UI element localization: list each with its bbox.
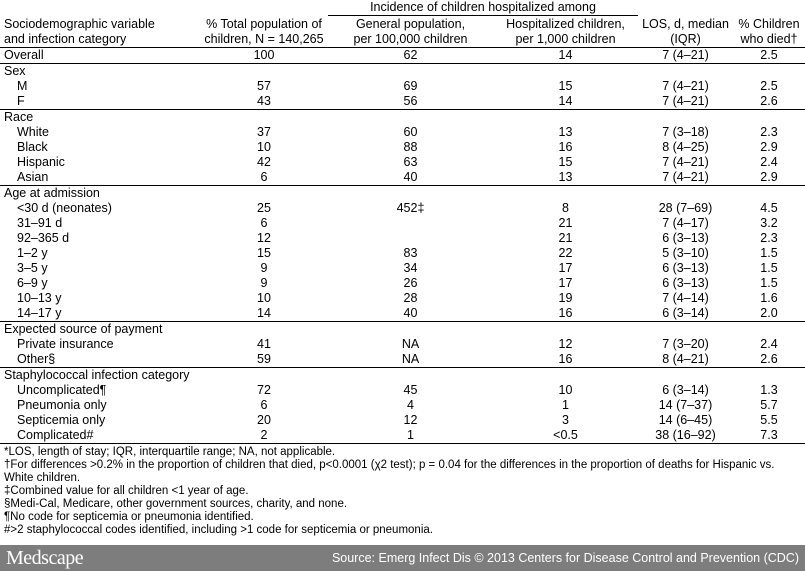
row-general bbox=[328, 216, 493, 231]
row-los: 5 (3–10) bbox=[662, 246, 709, 260]
table-row bbox=[0, 140, 805, 155]
row-los: 14 (7–37) bbox=[658, 398, 713, 412]
row-died: 2.5 bbox=[760, 79, 778, 93]
row-general: NA bbox=[401, 337, 420, 351]
row-general: 26 bbox=[403, 276, 418, 290]
header-general-population bbox=[328, 16, 493, 48]
row-hospitalized: 16 bbox=[558, 352, 573, 366]
footer-bar bbox=[0, 545, 805, 571]
table-row bbox=[0, 261, 805, 276]
footnote: *LOS, length of stay; IQR, interquartile range; NA, not applicable. bbox=[4, 446, 336, 458]
table-row bbox=[0, 291, 805, 306]
table-footnotes bbox=[0, 444, 805, 537]
header-total-line2: children, N = 140,265 bbox=[204, 32, 324, 46]
overall-general: 62 bbox=[328, 48, 493, 64]
row-died: 2.4 bbox=[760, 337, 778, 351]
row-label: 31–91 d bbox=[17, 216, 63, 230]
overall-hospitalized: 14 bbox=[493, 48, 638, 64]
row-los: 7 (4–17) bbox=[662, 216, 709, 230]
row-hospitalized: 16 bbox=[558, 140, 573, 154]
row-label: Black bbox=[17, 140, 48, 154]
row-died: 7.3 bbox=[733, 428, 805, 444]
row-hospitalized: 21 bbox=[558, 216, 573, 230]
row-label: 92–365 d bbox=[17, 231, 70, 245]
table-row bbox=[0, 79, 805, 94]
row-total: 9 bbox=[260, 261, 268, 275]
header-variable-line1: Sociodemographic variable bbox=[4, 17, 155, 31]
row-los: 28 (7–69) bbox=[658, 201, 713, 215]
row-los: 38 (16–92) bbox=[638, 428, 733, 444]
row-los: 7 (3–18) bbox=[662, 125, 709, 139]
row-hospitalized: 14 bbox=[558, 94, 573, 108]
header-total-line1: % Total population of bbox=[206, 17, 322, 31]
header-variable-line2: and infection category bbox=[4, 32, 127, 46]
row-label: Uncomplicated¶ bbox=[17, 383, 107, 397]
header-variable bbox=[0, 0, 200, 48]
header-los-line2: (IQR) bbox=[670, 32, 701, 46]
section-header bbox=[0, 368, 805, 384]
row-label: Other§ bbox=[17, 352, 56, 366]
row-died: 1.6 bbox=[760, 291, 778, 305]
header-hosp-line1: Hospitalized children, bbox=[506, 17, 625, 31]
row-general: 69 bbox=[403, 79, 418, 93]
row-hospitalized: 17 bbox=[558, 261, 573, 275]
row-total: 12 bbox=[257, 231, 271, 245]
section-title: Age at admission bbox=[0, 186, 805, 202]
row-los: 6 (3–13) bbox=[662, 276, 709, 290]
row-hospitalized: 19 bbox=[558, 291, 573, 305]
header-los bbox=[638, 0, 733, 48]
row-total: 10 bbox=[257, 291, 271, 305]
header-died-line2: who died† bbox=[740, 32, 798, 46]
row-hospitalized: 13 bbox=[558, 170, 573, 184]
row-general: 4 bbox=[407, 398, 414, 412]
header-died-line1: % Children bbox=[738, 17, 800, 31]
row-label: M bbox=[17, 79, 28, 93]
row-general: 40 bbox=[403, 306, 418, 320]
row-label: Pneumonia only bbox=[17, 398, 107, 412]
row-general: 1 bbox=[328, 428, 493, 444]
row-died: 1.5 bbox=[760, 261, 778, 275]
row-hospitalized: 8 bbox=[562, 201, 569, 215]
row-general bbox=[328, 231, 493, 246]
row-label: 1–2 y bbox=[17, 246, 48, 260]
row-los: 7 (4–21) bbox=[662, 170, 709, 184]
header-incidence-span: Incidence of children hospitalized among bbox=[328, 0, 638, 16]
row-total: 15 bbox=[257, 246, 271, 260]
table-row bbox=[0, 276, 805, 291]
row-total: 41 bbox=[257, 337, 271, 351]
row-los: 6 (3–14) bbox=[662, 306, 709, 320]
row-hospitalized: 15 bbox=[558, 79, 573, 93]
row-died: 2.3 bbox=[760, 231, 778, 245]
row-label: 14–17 y bbox=[17, 306, 62, 320]
row-general: 83 bbox=[403, 246, 418, 260]
section-header bbox=[0, 186, 805, 202]
row-total: 6 bbox=[260, 398, 268, 412]
row-los: 8 (4–25) bbox=[662, 140, 709, 154]
header-general-line2: per 100,000 children bbox=[353, 32, 468, 46]
row-los: 8 (4–21) bbox=[662, 352, 709, 366]
row-general: 34 bbox=[403, 261, 418, 275]
row-died: 2.9 bbox=[760, 140, 778, 154]
row-los: 6 (3–13) bbox=[662, 261, 709, 275]
header-total-population bbox=[200, 0, 328, 48]
row-hospitalized: 15 bbox=[558, 155, 573, 169]
row-label: 6–9 y bbox=[17, 276, 48, 290]
source-credit: Source: Emerg Infect Dis © 2013 Centers for Disease Control and Prevention (CDC) bbox=[331, 551, 799, 565]
row-total: 37 bbox=[257, 125, 271, 139]
row-label: F bbox=[17, 94, 25, 108]
row-total: 6 bbox=[260, 170, 268, 184]
row-los: 7 (4–21) bbox=[662, 94, 709, 108]
row-died: 2.4 bbox=[760, 155, 778, 169]
row-los: 7 (3–20) bbox=[662, 337, 709, 351]
row-died: 4.5 bbox=[760, 201, 778, 215]
row-total: 72 bbox=[257, 383, 271, 397]
table-row bbox=[0, 231, 805, 246]
footnote: ‡Combined value for all children <1 year of age. bbox=[4, 485, 249, 497]
overall-label: Overall bbox=[0, 48, 200, 64]
row-hospitalized: 10 bbox=[558, 383, 573, 397]
row-los: 6 (3–14) bbox=[662, 383, 709, 397]
row-label: 10–13 y bbox=[17, 291, 62, 305]
row-label: Asian bbox=[17, 170, 49, 184]
row-label: <30 d (neonates) bbox=[17, 201, 112, 215]
row-total: 9 bbox=[260, 276, 268, 290]
row-died: 1.3 bbox=[760, 383, 778, 397]
section-header bbox=[0, 110, 805, 126]
row-hospitalized: 12 bbox=[558, 337, 573, 351]
table-row bbox=[0, 428, 805, 444]
row-los: 6 (3–13) bbox=[662, 231, 709, 245]
section-title: Expected source of payment bbox=[0, 322, 805, 338]
row-total: 25 bbox=[257, 201, 271, 215]
table-row bbox=[0, 94, 805, 110]
footnote: ¶No code for septicemia or pneumonia identified. bbox=[4, 511, 254, 523]
row-label: Complicated# bbox=[0, 428, 200, 444]
footnote: #>2 staphylococcal codes identified, including >1 code for septicemia or pneumonia. bbox=[4, 524, 433, 536]
row-hospitalized: 16 bbox=[558, 306, 573, 320]
row-hospitalized: 1 bbox=[562, 398, 569, 412]
header-hospitalized-children bbox=[493, 16, 638, 48]
row-died: 2.0 bbox=[760, 306, 778, 320]
table-row bbox=[0, 337, 805, 352]
table-row-overall bbox=[0, 48, 805, 64]
row-died: 5.5 bbox=[760, 413, 778, 427]
medscape-logo: Medscape bbox=[6, 547, 84, 569]
row-died: 3.2 bbox=[760, 216, 778, 230]
table-row bbox=[0, 246, 805, 261]
row-general: 28 bbox=[403, 291, 418, 305]
table-row bbox=[0, 352, 805, 368]
row-total: 59 bbox=[257, 352, 271, 366]
table-row bbox=[0, 170, 805, 186]
row-died: 1.5 bbox=[760, 246, 778, 260]
section-title: Sex bbox=[0, 64, 805, 80]
row-died: 2.6 bbox=[760, 94, 778, 108]
row-hospitalized: <0.5 bbox=[493, 428, 638, 444]
row-general: 60 bbox=[403, 125, 418, 139]
row-general: NA bbox=[401, 352, 420, 366]
row-los: 7 (4–21) bbox=[662, 79, 709, 93]
row-total: 57 bbox=[257, 79, 271, 93]
row-general: 40 bbox=[403, 170, 418, 184]
table-body bbox=[0, 48, 805, 444]
table-row bbox=[0, 413, 805, 428]
row-total: 6 bbox=[260, 216, 268, 230]
table-row bbox=[0, 125, 805, 140]
table-row bbox=[0, 201, 805, 216]
header-general-line1: General population, bbox=[355, 17, 466, 31]
header-hosp-line2: per 1,000 children bbox=[515, 32, 616, 46]
row-general: 63 bbox=[403, 155, 418, 169]
footnote: †For differences >0.2% in the proportion of children that died, p<0.0001 (χ2 test); p = 0.04 for the differences in the proportion of deaths for Hispanic vs. White children. bbox=[4, 459, 775, 484]
row-label: White bbox=[17, 125, 49, 139]
overall-los: 7 (4–21) bbox=[638, 48, 733, 64]
row-hospitalized: 22 bbox=[558, 246, 573, 260]
row-total: 14 bbox=[257, 306, 271, 320]
table-row bbox=[0, 398, 805, 413]
row-general: 88 bbox=[403, 140, 418, 154]
table-row bbox=[0, 306, 805, 322]
row-hospitalized: 21 bbox=[558, 231, 573, 245]
section-title: Staphylococcal infection category bbox=[0, 368, 805, 384]
row-label: Private insurance bbox=[17, 337, 114, 351]
row-died: 5.7 bbox=[760, 398, 778, 412]
table-row bbox=[0, 383, 805, 398]
footnote: §Medi-Cal, Medicare, other government sources, charity, and none. bbox=[4, 498, 348, 510]
overall-died: 2.5 bbox=[733, 48, 805, 64]
row-hospitalized: 17 bbox=[558, 276, 573, 290]
table-row bbox=[0, 216, 805, 231]
row-general: 56 bbox=[403, 94, 418, 108]
row-total: 2 bbox=[200, 428, 328, 444]
row-died: 2.6 bbox=[760, 352, 778, 366]
row-label: 3–5 y bbox=[17, 261, 48, 275]
row-general: 45 bbox=[403, 383, 418, 397]
table-row bbox=[0, 155, 805, 170]
header-died bbox=[733, 0, 805, 48]
row-los: 14 (6–45) bbox=[658, 413, 713, 427]
row-total: 43 bbox=[257, 94, 271, 108]
row-total: 10 bbox=[257, 140, 271, 154]
row-died: 1.5 bbox=[760, 276, 778, 290]
row-died: 2.3 bbox=[760, 125, 778, 139]
section-header bbox=[0, 322, 805, 338]
row-total: 20 bbox=[257, 413, 271, 427]
row-los: 7 (4–21) bbox=[662, 155, 709, 169]
row-label: Hispanic bbox=[17, 155, 65, 169]
overall-total: 100 bbox=[200, 48, 328, 64]
section-title: Race bbox=[0, 110, 805, 126]
row-hospitalized: 13 bbox=[558, 125, 573, 139]
row-died: 2.9 bbox=[760, 170, 778, 184]
section-header bbox=[0, 64, 805, 80]
row-label: Septicemia only bbox=[17, 413, 106, 427]
row-general: 12 bbox=[403, 413, 418, 427]
header-los-line1: LOS, d, median bbox=[642, 17, 729, 31]
row-general: 452‡ bbox=[396, 201, 425, 215]
row-total: 42 bbox=[257, 155, 271, 169]
row-los: 7 (4–14) bbox=[662, 291, 709, 305]
row-hospitalized: 3 bbox=[562, 413, 569, 427]
